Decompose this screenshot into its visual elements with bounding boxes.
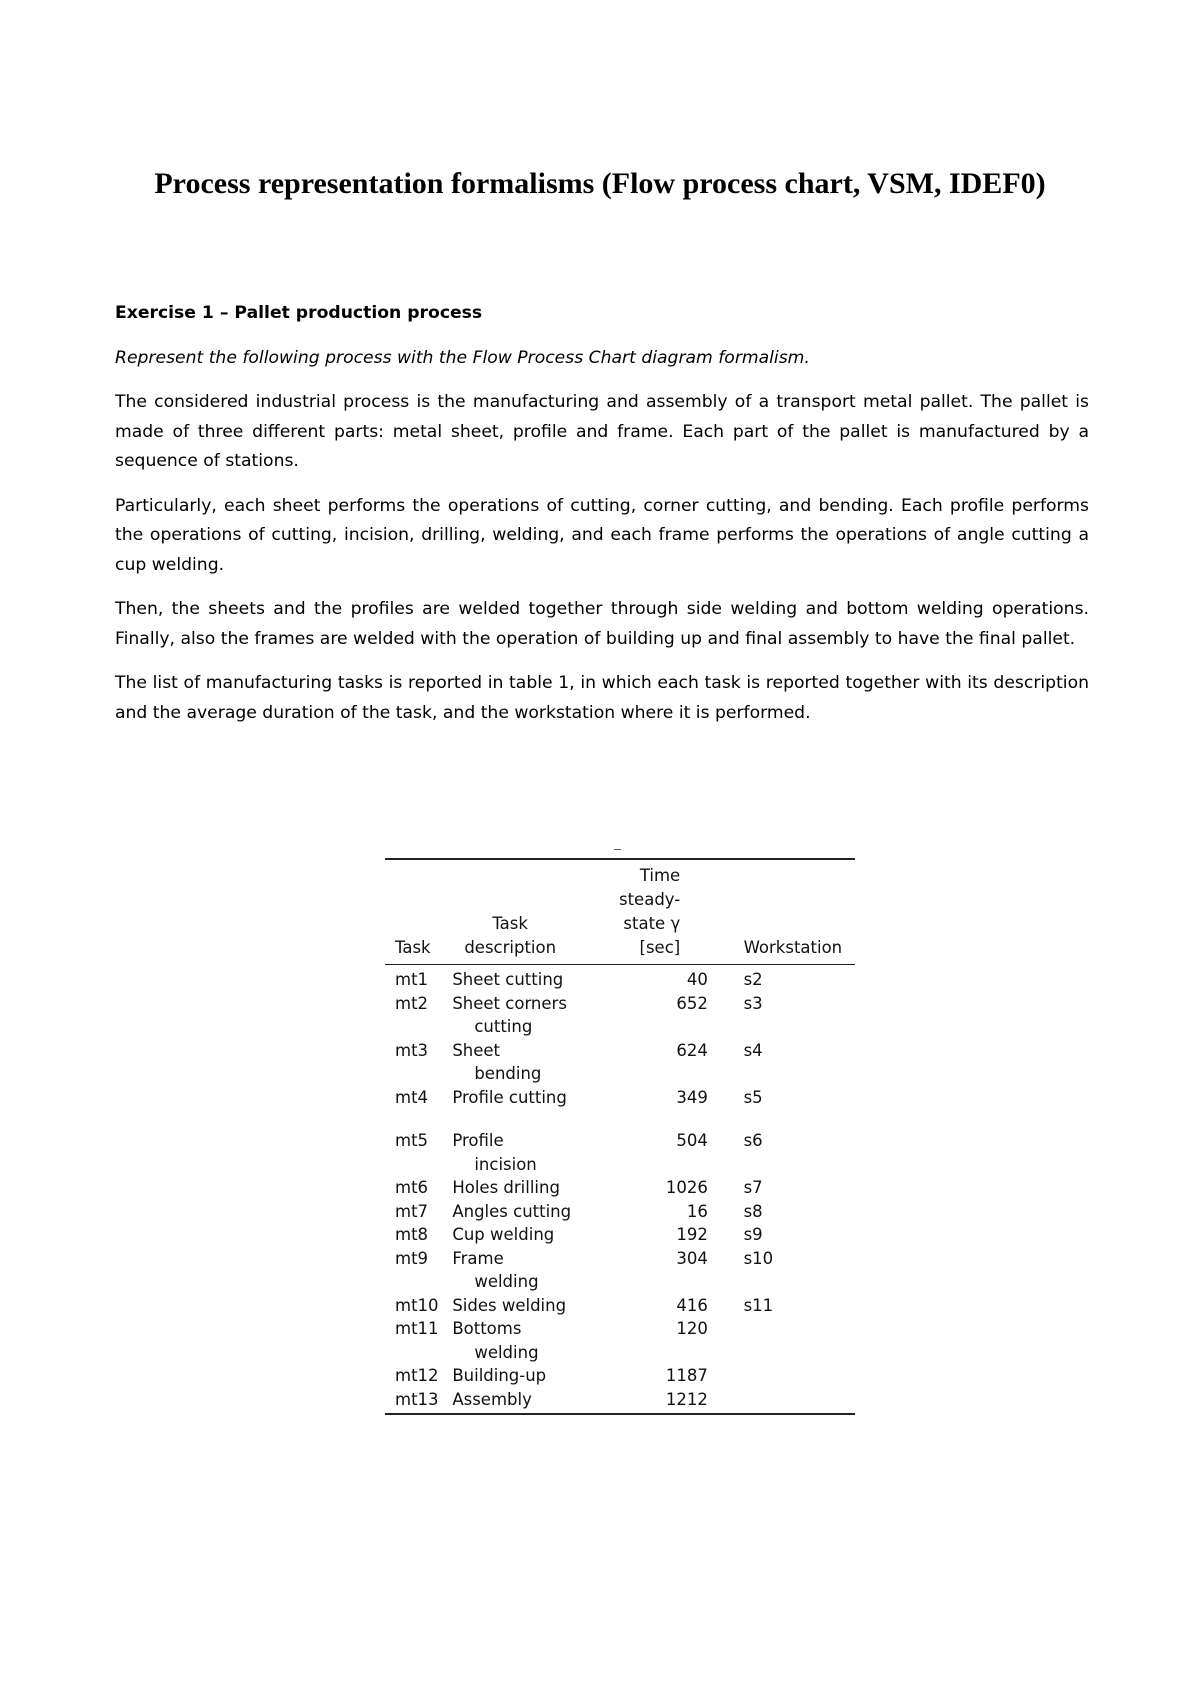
table-row: [385, 992, 855, 1039]
cell-task: mt1: [395, 970, 429, 989]
header-time-line1: Time steady-: [618, 866, 681, 909]
cell-description: [452, 965, 600, 992]
cell-description-line1: Cup welding: [452, 1225, 555, 1244]
cell-workstation: [738, 1317, 855, 1364]
cell-workstation: [738, 1388, 855, 1415]
cell-time-value: 416: [676, 1295, 708, 1315]
header-description: [452, 859, 600, 965]
cell-description-line1: Sides welding: [452, 1295, 567, 1315]
cell-description: [452, 1086, 600, 1110]
cell-description-line1: Building-up: [452, 1366, 547, 1385]
cell-task: mt2: [395, 993, 429, 1013]
cell-time-value: 349: [676, 1087, 708, 1107]
cell-task: mt9: [395, 1248, 429, 1268]
cell-time: [600, 992, 737, 1039]
exercise-heading: Exercise 1 – Pallet production process: [115, 303, 483, 323]
cell-time-value: 1187: [665, 1366, 708, 1385]
cell-description-line1: Sheet cutting: [452, 970, 564, 989]
cell-time: [600, 1388, 737, 1415]
cell-time-value: 1212: [665, 1389, 708, 1409]
table-row: [385, 1109, 855, 1176]
cell-description: [452, 992, 600, 1039]
cell-time: [600, 1317, 737, 1364]
cell-task: mt6: [395, 1178, 429, 1197]
cell-description: [452, 1223, 600, 1247]
header-description-line2: description: [464, 938, 557, 957]
cell-time: [600, 1109, 737, 1176]
cell-description-line1: Angles cutting: [452, 1201, 572, 1221]
cell-workstation: s8: [743, 1201, 763, 1221]
paragraph-operations: Particularly, each sheet performs the operations of cutting, corner cutting, and bending. Each profile performs the operations of cutting, incision, drilling, welding, and each frame performs the operations of angle cutting a cup welding.: [115, 495, 1089, 575]
cell-time-value: 304: [676, 1248, 708, 1268]
cell-task: mt12: [395, 1366, 439, 1385]
table-row: [385, 1223, 855, 1247]
cell-description: [452, 1200, 600, 1224]
cell-time: [600, 965, 737, 992]
cell-workstation: s4: [743, 1040, 763, 1060]
cell-task: mt10: [395, 1295, 439, 1315]
cell-description: [452, 1039, 600, 1086]
cell-time: [600, 1039, 737, 1086]
table-row: [385, 1039, 855, 1086]
cell-task: mt13: [395, 1389, 439, 1409]
header-time-line2: state γ [sec]: [623, 914, 681, 957]
cell-time: [600, 1200, 737, 1224]
table-header-row: [385, 859, 855, 965]
cell-task: mt8: [395, 1225, 429, 1244]
cell-task: mt5: [395, 1131, 429, 1150]
cell-time-value: 192: [676, 1225, 708, 1244]
cell-task: mt11: [395, 1319, 439, 1338]
table-row: [385, 1176, 855, 1200]
table-row: [385, 1317, 855, 1364]
cell-task: mt4: [395, 1087, 429, 1107]
cell-description-line2: incision: [474, 1154, 537, 1174]
page-title: Process representation formalisms (Flow process chart, VSM, IDEF0): [154, 167, 1046, 200]
cell-workstation: s6: [743, 1131, 763, 1150]
cell-description: [452, 1109, 600, 1176]
cell-description-line1: Bottoms: [452, 1319, 522, 1338]
cell-description-line1: Profile: [452, 1131, 504, 1150]
paragraph-intro: The considered industrial process is the manufacturing and assembly of a transport metal pallet. The pallet is made of three different parts: metal sheet, profile and frame. Each part of the pallet is manufactured by a sequence of stations.: [115, 392, 1089, 471]
cell-description-line1: Profile cutting: [452, 1087, 567, 1107]
table-row: [385, 1086, 855, 1110]
header-workstation: Workstation: [743, 938, 843, 957]
cell-workstation: s3: [743, 993, 763, 1013]
cell-description-line2: welding: [474, 1272, 539, 1291]
cell-description-line2: cutting: [474, 1017, 533, 1036]
cell-description-line1: Assembly: [452, 1389, 532, 1409]
cell-workstation: [738, 1364, 855, 1388]
cell-description-line2: welding: [474, 1342, 539, 1362]
paragraph-welding: Then, the sheets and the profiles are welded together through side welding and bottom welding operations. Finally, also the frames are welded with the operation of building up and final assembly to have the final pallet.: [115, 599, 1089, 649]
cell-workstation: s9: [743, 1225, 763, 1244]
cell-workstation: s5: [743, 1087, 763, 1107]
cell-task: mt7: [395, 1201, 429, 1221]
cell-description-line2: bending: [474, 1064, 542, 1083]
cell-time-value: 1026: [665, 1178, 708, 1197]
cell-description-line1: Sheet: [452, 1040, 501, 1060]
cell-description: [452, 1364, 600, 1388]
header-description-line1: Task: [492, 914, 528, 933]
cell-workstation: s11: [743, 1295, 774, 1315]
cell-workstation: s2: [743, 970, 763, 989]
task-table: [385, 858, 855, 1415]
cell-time: [600, 1247, 737, 1294]
cell-description: [452, 1176, 600, 1200]
cell-time-value: 40: [686, 970, 708, 989]
cell-time: [600, 1086, 737, 1110]
cell-description-line1: Holes drilling: [452, 1178, 560, 1197]
cell-description: [452, 1317, 600, 1364]
table-row: [385, 1294, 855, 1318]
task-table-container: [385, 858, 855, 1415]
table-row: [385, 1247, 855, 1294]
cell-time-value: 624: [676, 1040, 708, 1060]
exercise-instruction: Represent the following process with the Flow Process Chart diagram formalism.: [115, 347, 810, 368]
cell-description: [452, 1247, 600, 1294]
cell-time: [600, 1364, 737, 1388]
cell-time-value: 504: [676, 1131, 708, 1150]
cell-description: [452, 1294, 600, 1318]
table-row: [385, 1200, 855, 1224]
cell-description-line1: Sheet corners: [452, 993, 567, 1013]
header-task: Task: [395, 938, 431, 957]
cell-time: [600, 1294, 737, 1318]
exercise-section: [115, 299, 1089, 743]
cell-workstation: s7: [743, 1178, 763, 1197]
cell-task: mt3: [395, 1040, 429, 1060]
cell-time-value: 652: [676, 993, 708, 1013]
cell-time-value: 16: [686, 1201, 708, 1221]
cell-time-value: 120: [676, 1319, 708, 1338]
header-time: [600, 859, 737, 965]
table-row: [385, 1364, 855, 1388]
cell-description: [452, 1388, 600, 1415]
cell-workstation: s10: [743, 1248, 774, 1268]
table-marker: [614, 849, 621, 850]
cell-description-line1: Frame: [452, 1248, 504, 1268]
cell-time: [600, 1176, 737, 1200]
table-row: [385, 965, 855, 992]
table-row: [385, 1388, 855, 1415]
paragraph-task-list: The list of manufacturing tasks is reported in table 1, in which each task is reported together with its description and the average duration of the task, and the workstation where it is performed.: [115, 673, 1089, 723]
cell-time: [600, 1223, 737, 1247]
